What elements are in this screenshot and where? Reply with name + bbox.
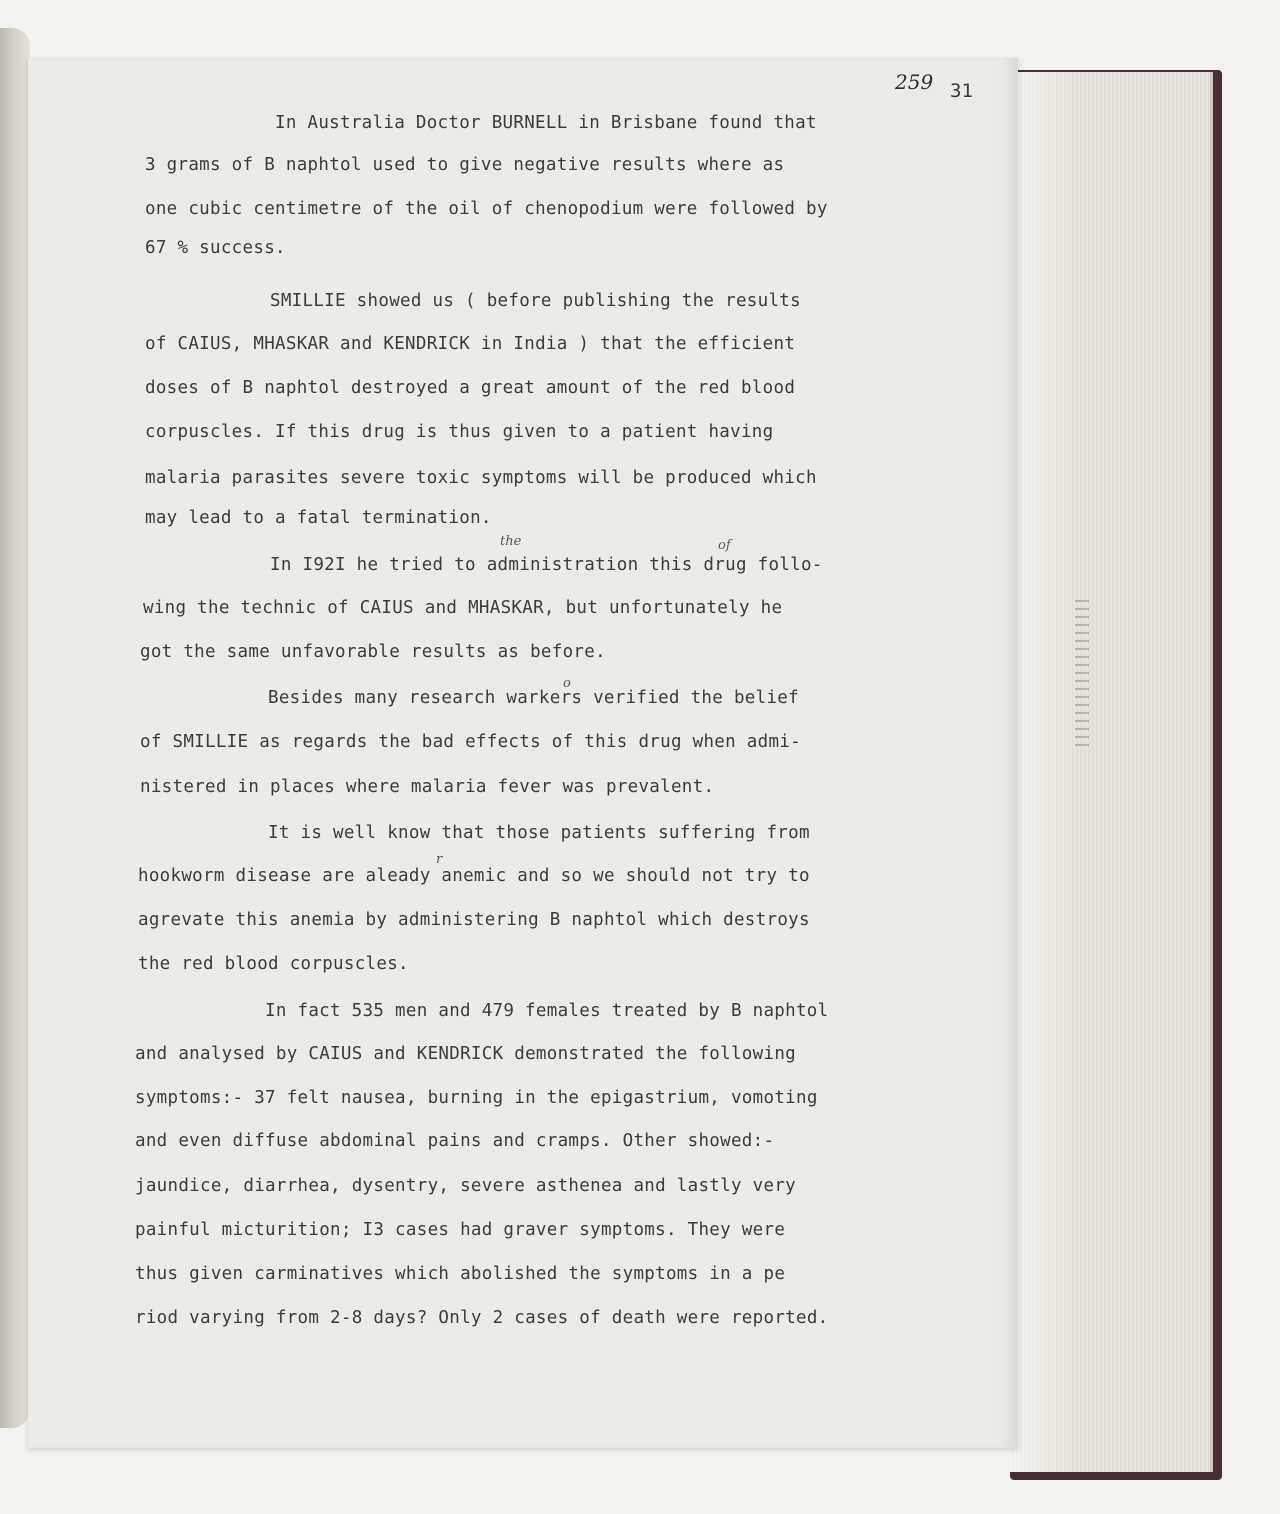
text-line: the red blood corpuscles. (138, 954, 409, 974)
text-line: In I92I he tried to administration this drug follo- (270, 555, 823, 575)
text-line: SMILLIE showed us ( before publishing the results (270, 291, 801, 311)
text-line: In fact 535 men and 479 females treated by B naphtol (265, 1001, 829, 1021)
text-line: of CAIUS, MHASKAR and KENDRICK in India ) that the efficient (145, 334, 796, 354)
text-line: It is well know that those patients suffering from (268, 823, 810, 843)
text-line: riod varying from 2-8 days? Only 2 cases of death were reported. (135, 1308, 829, 1328)
page-number: 31 (950, 80, 973, 102)
text-line: Besides many research warkers verified the belief (268, 688, 799, 708)
text-line: and analysed by CAIUS and KENDRICK demonstrated the following (135, 1044, 796, 1064)
spine-marking (1075, 600, 1089, 750)
text-line: symptoms:- 37 felt nausea, burning in the epigastrium, vomoting (135, 1088, 818, 1108)
text-line: painful micturition; I3 cases had graver symptoms. They were (135, 1220, 786, 1240)
text-line: thus given carminatives which abolished the symptoms in a pe (135, 1264, 786, 1284)
left-facing-page (0, 28, 30, 1428)
text-line: got the same unfavorable results as before. (140, 642, 606, 662)
text-line: wing the technic of CAIUS and MHASKAR, but unfortunately he (143, 598, 783, 618)
text-line: corpuscles. If this drug is thus given to a patient having (145, 422, 774, 442)
text-line: hookworm disease are aleady anemic and so we should not try to (138, 866, 810, 886)
text-line: may lead to a fatal termination. (145, 508, 492, 528)
handwritten-correction: of (718, 538, 731, 553)
text-line: of SMILLIE as regards the bad effects of this drug when admi- (140, 732, 801, 752)
handwritten-correction: the (500, 534, 522, 549)
text-line: jaundice, diarrhea, dysentry, severe asthenea and lastly very (135, 1176, 796, 1196)
text-line: 67 % success. (145, 238, 286, 258)
text-line: and even diffuse abdominal pains and cramps. Other showed:- (135, 1131, 775, 1151)
text-line: one cubic centimetre of the oil of chenopodium were followed by (145, 199, 828, 219)
handwritten-correction: o (563, 676, 571, 691)
handwritten-correction: r (436, 852, 443, 867)
text-line: agrevate this anemia by administering B naphtol which destroys (138, 910, 810, 930)
text-line: malaria parasites severe toxic symptoms will be produced which (145, 468, 817, 488)
typed-page (28, 58, 1018, 1448)
text-line: doses of B naphtol destroyed a great amount of the red blood (145, 378, 796, 398)
text-line: In Australia Doctor BURNELL in Brisbane found that (275, 113, 817, 133)
page-edges (1010, 72, 1213, 1472)
text-line: nistered in places where malaria fever was prevalent. (140, 777, 715, 797)
folio-number: 259 (895, 70, 934, 94)
text-line: 3 grams of B naphtol used to give negative results where as (145, 155, 785, 175)
